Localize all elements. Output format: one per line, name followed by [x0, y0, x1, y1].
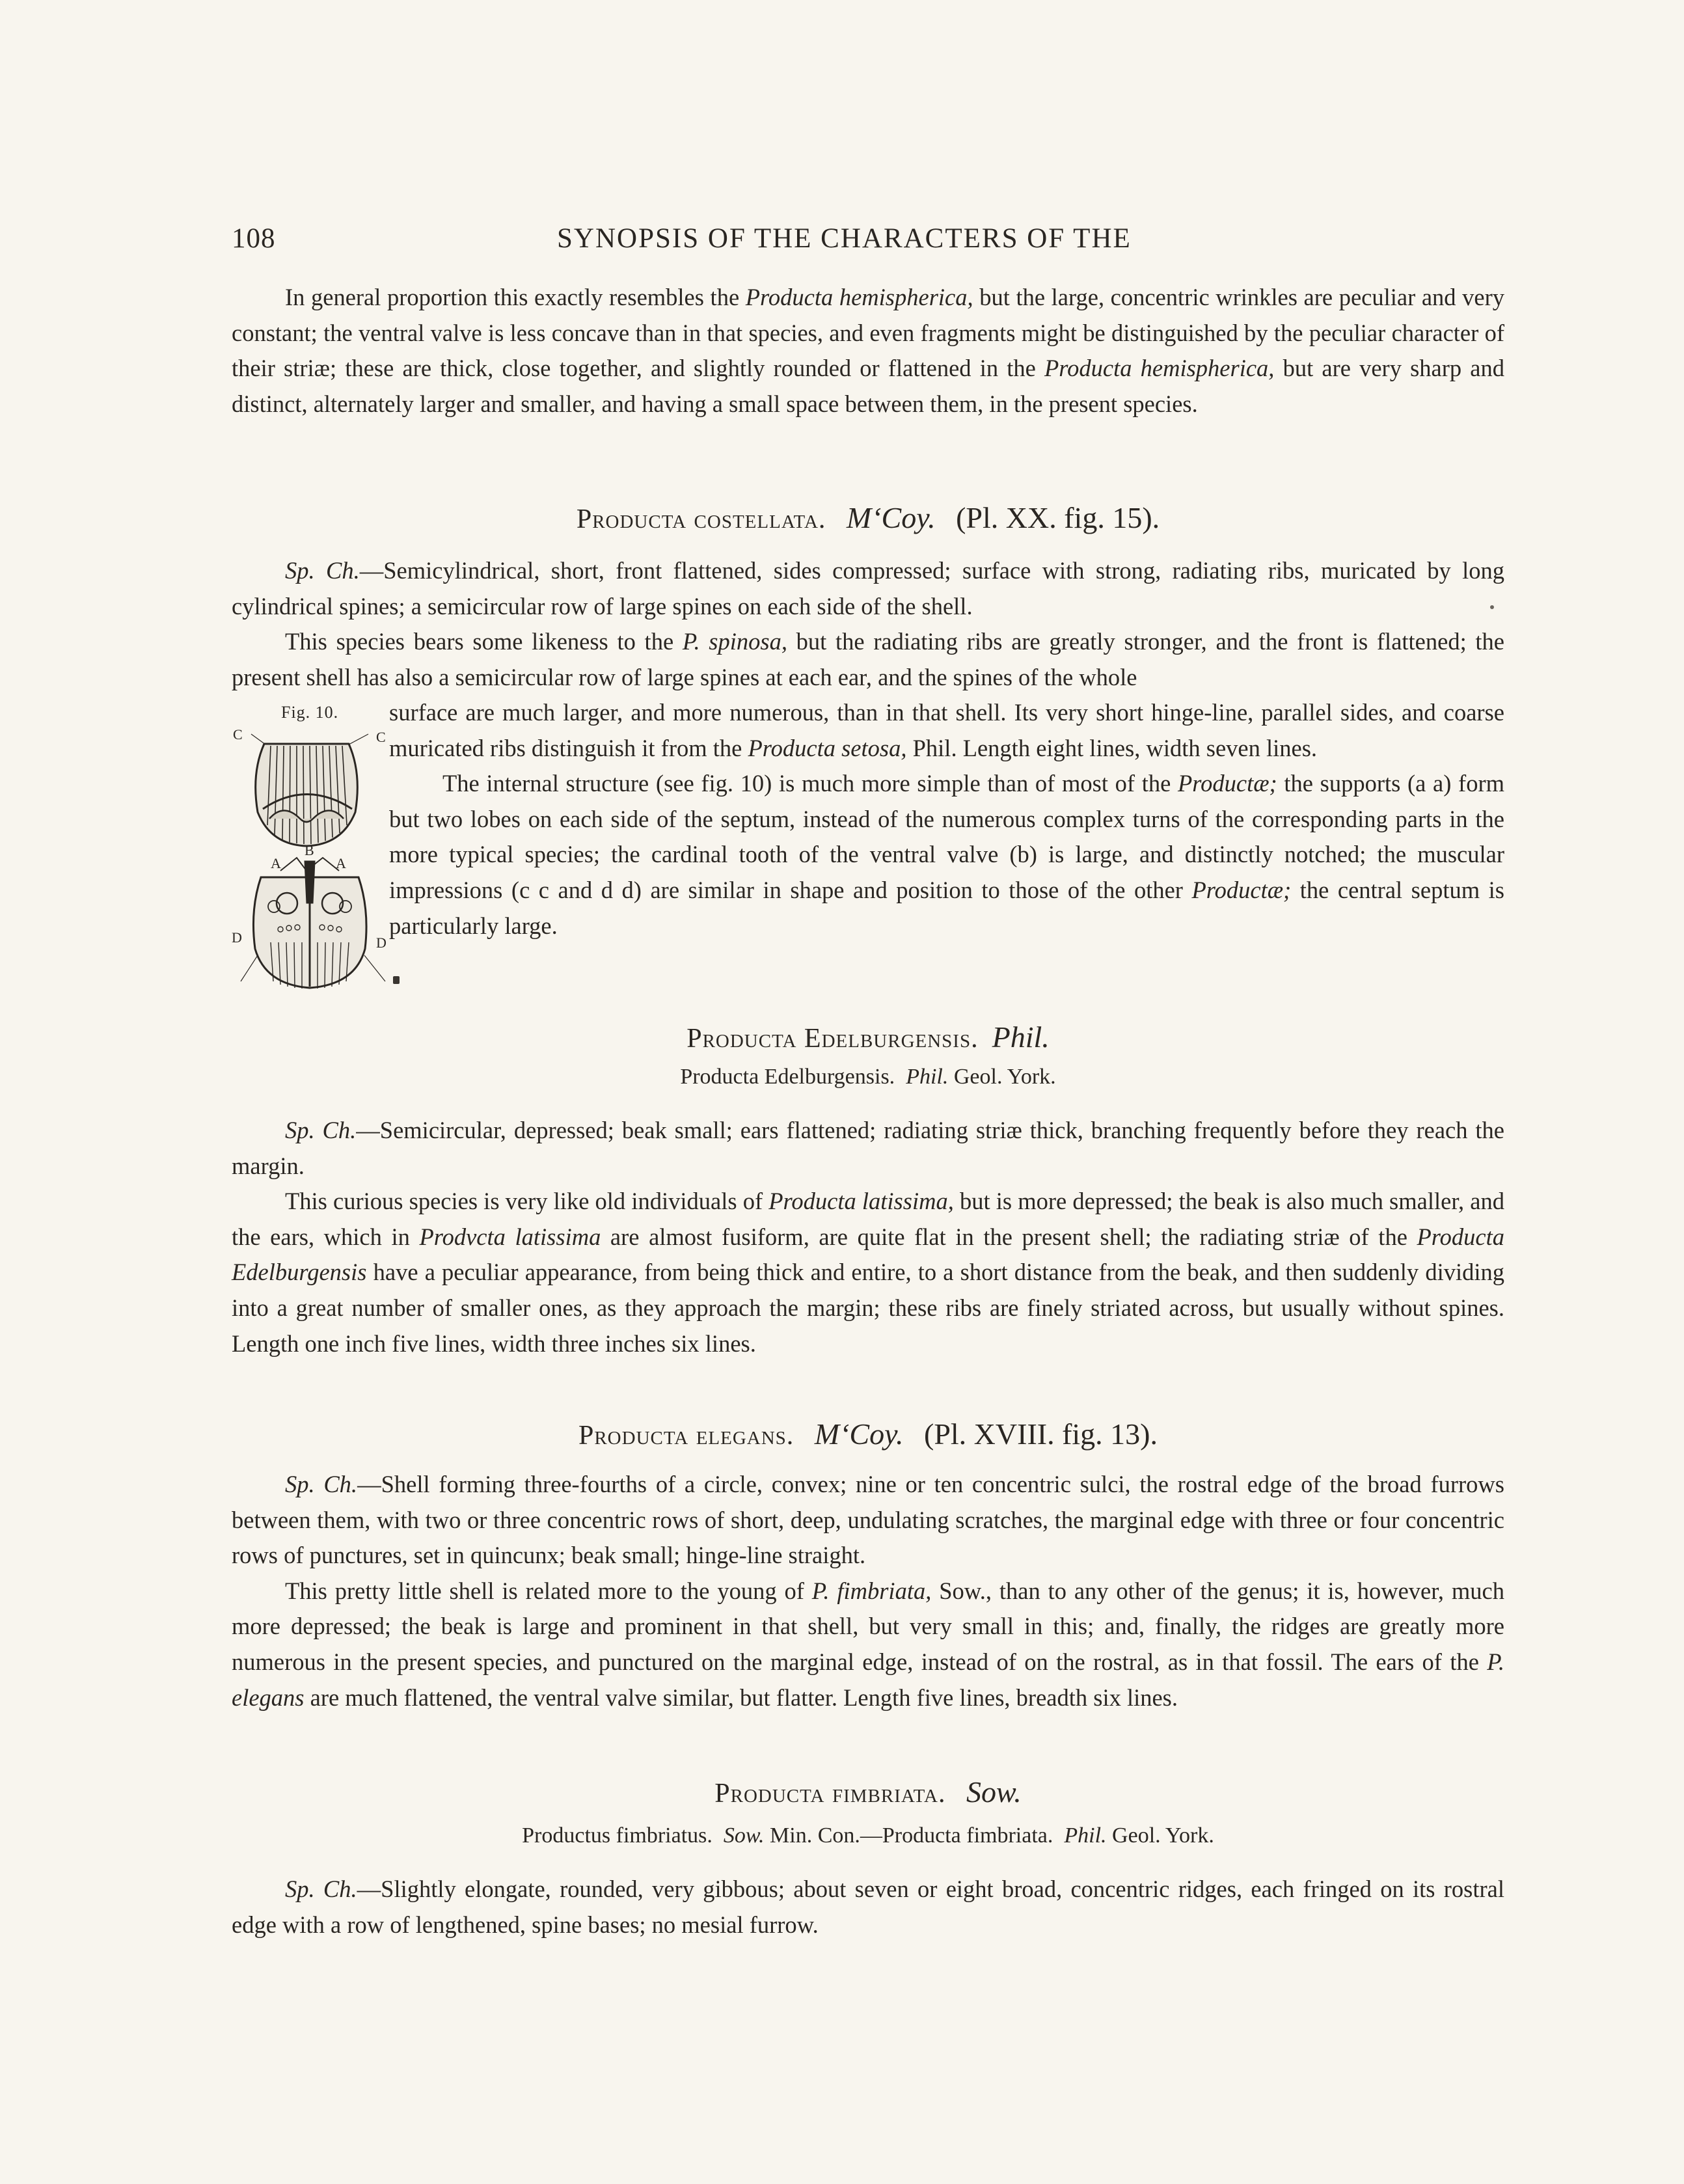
figure-label-a-right: A — [336, 855, 346, 871]
side-text-2e: the central septum is particularly large. — [389, 876, 1504, 939]
species-ref-spinosa: P. spinosa, — [682, 628, 787, 655]
heading-costellata — [232, 500, 1504, 538]
species-name: Producta Edelburgensis. — [686, 1024, 979, 1054]
costellata-text-a: This species bears some likeness to the — [285, 628, 683, 655]
spch-label: Sp. Ch. — [285, 1876, 357, 1902]
genus-ref-productae-2: Productæ; — [1191, 876, 1292, 903]
species-ref-hemispherica: Producta hemispherica, — [745, 284, 973, 310]
species-name: Producta costellata. — [576, 504, 826, 534]
print-speck — [393, 976, 400, 984]
figure-caption: Fig. 10. — [281, 703, 339, 722]
species-author: Sow. — [966, 1775, 1022, 1809]
species-author: M‘Coy. — [814, 1417, 904, 1451]
elegans-description: Sp. Ch.—Shell forming three-fourths of a circle, convex; nine or ten concentric sulci, the rostral edge of the broad furrows between them, with two or three concentric rows of short, deep, undulating scratches, the marginal edge with three or four concentric rows of punctures, set in quincunx; beak small; hinge-line straight. This pretty little shell is related more to the young of P. fimbriata, Sow., than to any other of the genus; it is, however, much more depressed; the beak is large and prominent in that shell, but very small in this; and, finally, the ridges are greatly more numerous in the present species, and punctured on the marginal edge, instead of on the rostral, as in that fossil. The ears of the P. elegans are much flattened, the ventral valve similar, but flatter. Length five lines, breadth six lines. — [232, 1471, 1505, 1711]
genus-ref-productae: Productæ; — [1177, 770, 1277, 797]
side-text-1c: Phil. Length eight lines, width seven lines. — [906, 734, 1318, 761]
synonym-name: Producta Edelburgensis. — [680, 1065, 901, 1089]
figure-label-d-left: D — [232, 929, 242, 946]
species-ref-hemispherica-2: Producta hemispherica, — [1044, 355, 1275, 382]
figure-label-d-right: D — [376, 935, 387, 951]
synonym-source: Geol. York. — [948, 1065, 1056, 1089]
figure-label-c-left: C — [233, 726, 243, 743]
side-text-2a: The internal structure (see fig. 10) is much more simple than of most of the — [442, 770, 1178, 797]
species-author: Phil. — [992, 1020, 1050, 1054]
print-dot — [1490, 605, 1494, 609]
species-name: Producta fimbriata. — [714, 1779, 946, 1809]
intro-text-3: but are very sharp and distinct, alternately larger and smaller, and having a small space between them, in the present species. — [232, 355, 1505, 417]
spch-text: —Shell forming three-fourths of a circle, convex; nine or ten concentric sulci, the rostral edge of the broad furrows between them, with two or three concentric rows of short, deep, undulating scratches, the marginal edge with three or four concentric rows of punctures, set in quincunx; beak small; hinge-line straight. — [232, 1471, 1504, 1569]
spch-label: Sp. Ch. — [285, 1471, 358, 1497]
page-title: SYNOPSIS OF THE CHARACTERS OF THE — [557, 223, 1132, 254]
species-ref-fimbriata: P. fimbriata, — [811, 1577, 932, 1604]
shell-exterior-view — [251, 734, 368, 846]
figure-label-a-left: A — [271, 855, 281, 871]
synonymy-fimbriata: Productus fimbriatus. Sow. Min. Con.—Producta fimbriata. Phil. Geol. York. — [522, 1823, 1214, 1848]
plate-reference: (Pl. XX. fig. 15). — [956, 501, 1160, 534]
heading-edelburgensis — [232, 1019, 1504, 1057]
species-ref-elegans: P. elegans — [232, 1648, 1504, 1711]
species-ref-latissima: Producta latissima, — [768, 1188, 954, 1215]
spch-text: —Slightly elongate, rounded, very gibbous; about seven or eight broad, concentric ridges, each fringed on its rostral edge with a row of lengthened, spine bases; no mesial furrow. — [232, 1876, 1504, 1938]
spch-text: —Semicylindrical, short, front flattened, sides compressed; surface with strong, radiating ribs, muricated by long cylindrical spines; a semicircular row of large spines on each side of the shell. — [232, 557, 1504, 620]
intro-text-2: but the large, concentric wrinkles are peculiar and very constant; the ventral valve is less concave than in that species, and even fragments might be distinguished by the peculiar character of their striæ; these are thick, close together, and slightly rounded or flattened in the — [232, 284, 1505, 382]
edelburgensis-description: Sp. Ch.—Semicircular, depressed; beak small; ears flattened; radiating striæ thick, branching frequently before they reach the margin. This curious species is very like old individuals of Producta latissima, but is more depressed; the beak is also much smaller, and the ears, which in Prodvcta latissima are almost fusiform, are quite flat in the present shell; the radiating striæ of the Producta Edelburgensis have a peculiar appearance, from being thick and entire, to a short distance from the beak, and then suddenly dividing into a great number of smaller ones, as they approach the margin; these ribs are finely striated across, but usually without spines. Length one inch five lines, width three inches six lines. — [232, 1117, 1504, 1357]
spch-label: Sp. Ch. — [285, 557, 360, 584]
figure-label-c-right: C — [376, 729, 386, 745]
side-text-2c: the supports (a a) form but two lobes on each side of the septum, instead of the numerous complex turns of the corresponding parts in the more typical species; the cardinal tooth of the ventral valve (b) is large, and distinctly notched; the muscular impressions (c c and d d) are similar in shape and position to those of the other — [389, 770, 1504, 903]
species-ref-latissima-2: Prodvcta latissima — [419, 1223, 601, 1250]
species-ref-setosa: Producta setosa, — [748, 734, 907, 761]
figure-10 — [232, 695, 394, 1007]
synonymy-edelburgensis — [232, 1059, 1504, 1095]
costellata-description — [232, 553, 1504, 695]
side-text-1a: surface are much larger, and more numerous, than in that shell. Its very short hinge-line, parallel sides, and coarse muricated ribs distinguish it from the — [389, 699, 1504, 761]
costellata-side-text — [389, 695, 1504, 944]
figure-label-b: B — [305, 842, 314, 858]
synonym-author: Phil. — [906, 1065, 949, 1089]
intro-text-1: In general proportion this exactly resembles the — [285, 284, 746, 310]
shell-interior-view — [241, 858, 385, 989]
fimbriata-description — [232, 1872, 1504, 1943]
spch-text: —Semicircular, depressed; beak small; ears flattened; radiating striæ thick, branching frequently before they reach the margin. — [232, 1117, 1504, 1179]
plate-reference: (Pl. XVIII. fig. 13). — [924, 1417, 1158, 1451]
costellata-text-c: but the radiating ribs are greatly stronger, and the front is flattened; the present shell has also a semicircular row of large spines at each ear, and the spines of the whole — [232, 628, 1505, 690]
page-number: 108 — [232, 223, 276, 254]
spch-label: Sp. Ch. — [285, 1117, 357, 1143]
species-author: M‘Coy. — [846, 501, 936, 534]
intro-paragraph — [232, 280, 1504, 422]
species-name: Producta elegans. — [578, 1421, 794, 1451]
heading-fimbriata — [232, 1774, 1504, 1812]
running-header — [232, 223, 1481, 262]
species-ref-edelburgensis: Producta Edelburgensis — [232, 1223, 1504, 1286]
heading-elegans — [232, 1416, 1504, 1454]
